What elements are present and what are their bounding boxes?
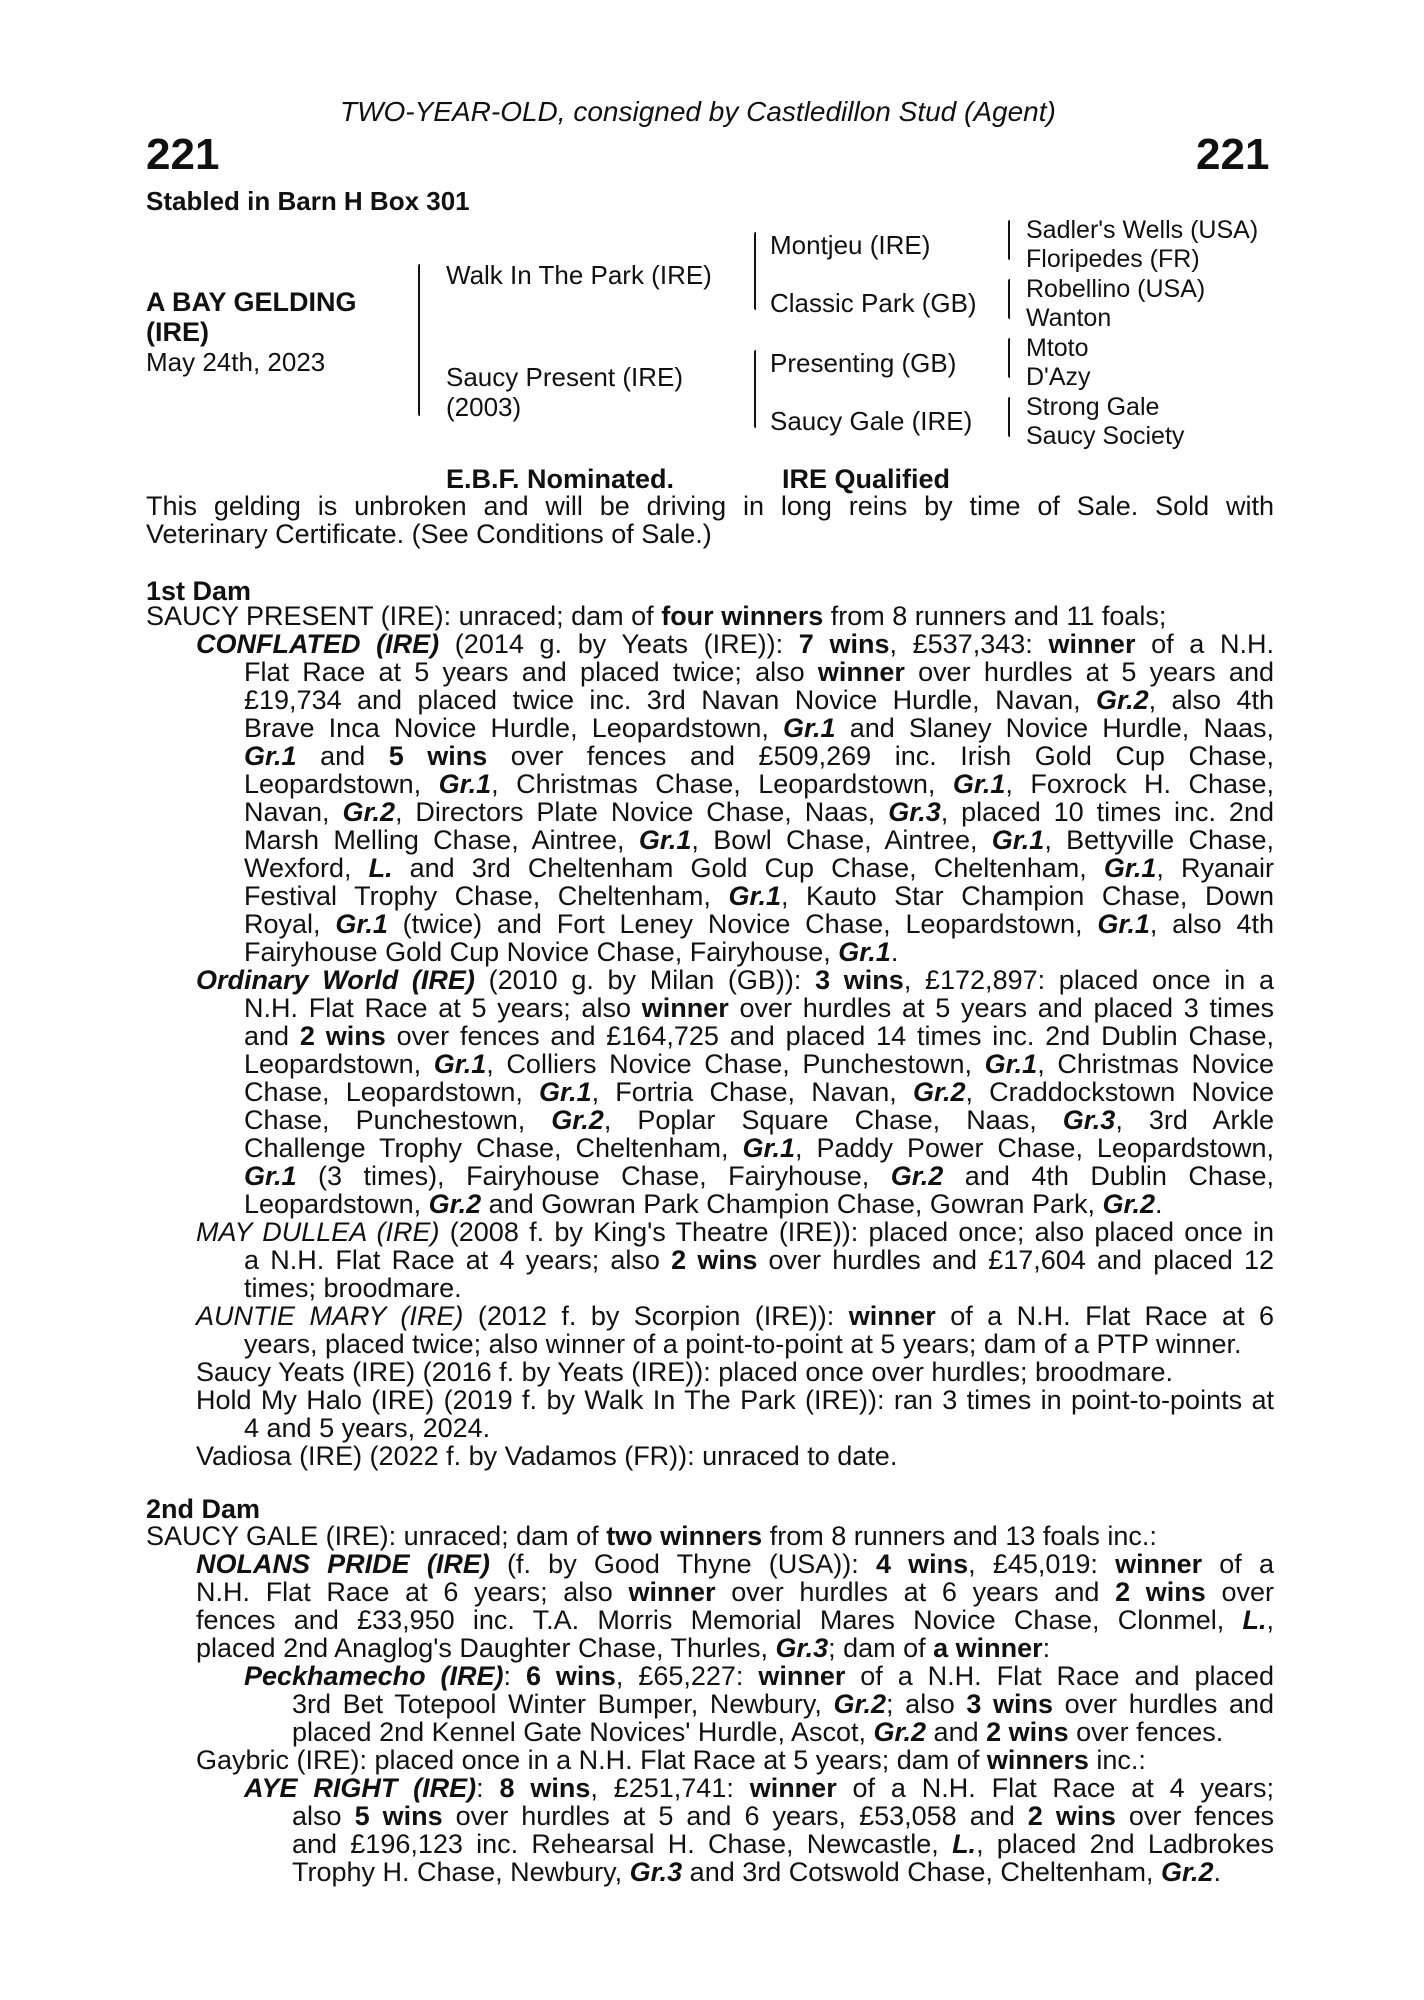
consignment-line: TWO-YEAR-OLD, consigned by Castledillon Stud (Agent)	[340, 96, 1056, 127]
gaybric-entry: Gaybric (IRE): placed once in a N.H. Flat Race at 5 years; dam of winners inc.:	[196, 1745, 1146, 1775]
pedigree-g4: Wanton	[1026, 304, 1112, 332]
pedigree-sire-dam: Classic Park (GB)	[770, 288, 977, 318]
auntie-mary-entry: AUNTIE MARY (IRE) (2012 f. by Scorpion (IRE)): winner of a N.H. Flat Race at 6 years, placed twice; also winner of a point-to-point at 5 years; dam of a PTP winner.	[196, 1301, 1274, 1359]
pedigree-g6: D'Azy	[1026, 363, 1091, 391]
lot-number-left: 221	[146, 130, 220, 179]
ebf-nominated: E.B.F. Nominated.	[446, 464, 675, 494]
aye-right-entry: AYE RIGHT (IRE): 8 wins, £251,741: winner of a N.H. Flat Race at 4 years; also 5 wins over hurdles at 5 and 6 years, £53,058 and 2 wins over fences and £196,123 inc. Rehearsal H. Chase, Newcastle, L., placed 2nd Ladbrokes Trophy H. Chase, Newbury, Gr.3 and 3rd Cotswold Chase, Cheltenham, Gr.2.	[244, 1773, 1275, 1887]
horse-title-line1: A BAY GELDING	[146, 287, 357, 317]
pedigree-brace-sire	[754, 232, 756, 310]
pedigree-dam: Saucy Present (IRE)	[446, 362, 683, 392]
minor-offspring: Saucy Yeats (IRE) (2016 f. by Yeats (IRE)): placed once over hurdles; broodmare. Hold My Halo (IRE) (2019 f. by Walk In The Park (IRE)): ran 3 times in point-to-points at 4 and 5 years, 2024. Vadiosa (IRE) (2022 f. by Vadamos (FR)): unraced to date.	[196, 1357, 1274, 1471]
pedigree-g8: Saucy Society	[1026, 422, 1185, 450]
pedigree-g3: Robellino (USA)	[1026, 275, 1206, 303]
pedigree-g7: Strong Gale	[1026, 393, 1160, 421]
peckhamecho-entry: Peckhamecho (IRE): 6 wins, £65,227: winner of a N.H. Flat Race and placed 3rd Bet Totepool Winter Bumper, Newbury, Gr.2; also 3 wins over hurdles and placed 2nd Kennel Gate Novices' Hurdle, Ascot, Gr.2 and 2 wins over fences.	[244, 1661, 1275, 1747]
foaling-date: May 24th, 2023	[146, 347, 326, 377]
second-dam-intro: SAUCY GALE (IRE): unraced; dam of two winners from 8 runners and 13 foals inc.:	[146, 1521, 1157, 1551]
second-dam-heading: 2nd Dam	[146, 1494, 261, 1524]
pedigree-sire: Walk In The Park (IRE)	[446, 260, 712, 290]
may-dullea-entry: MAY DULLEA (IRE) (2008 f. by King's Theatre (IRE)): placed once; also placed once in a N.H. Flat Race at 4 years; also 2 wins over hurdles and £17,604 and placed 12 times; broodmare.	[196, 1217, 1275, 1303]
pedigree-g2: Floripedes (FR)	[1026, 245, 1200, 273]
pedigree-g1: Sadler's Wells (USA)	[1026, 216, 1259, 244]
pedigree-brace-g3	[1008, 338, 1010, 378]
pedigree-brace-g1	[1008, 220, 1010, 260]
sale-conditions	[146, 492, 1274, 548]
first-dam-intro: SAUCY PRESENT (IRE): unraced; dam of four winners from 8 runners and 11 foals;	[146, 601, 1167, 631]
ordinary-world-entry: Ordinary World (IRE) (2010 g. by Milan (GB)): 3 wins, £172,897: placed once in a N.H. Flat Race at 5 years; also winner over hurdles at 5 years and placed 3 times and 2 wins over fences and £164,725 and placed 14 times inc. 2nd Dublin Chase, Leopardstown, Gr.1, Colliers Novice Chase, Punchestown, Gr.1, Christmas Novice Chase, Leopardstown, Gr.1, Fortria Chase, Navan, Gr.2, Craddockstown Novice Chase, Punchestown, Gr.2, Poplar Square Chase, Naas, Gr.3, 3rd Arkle Challenge Trophy Chase, Cheltenham, Gr.1, Paddy Power Chase, Leopardstown, Gr.1 (3 times), Fairyhouse Chase, Fairyhouse, Gr.2 and 4th Dublin Chase, Leopardstown, Gr.2 and Gowran Park Champion Chase, Gowran Park, Gr.2.	[196, 965, 1275, 1219]
pedigree-dam-sire: Presenting (GB)	[770, 348, 957, 378]
ire-qualified: IRE Qualified	[782, 464, 951, 494]
pedigree-brace-main	[418, 264, 420, 416]
pedigree-g5: Mtoto	[1026, 334, 1089, 362]
pedigree-dam-dam: Saucy Gale (IRE)	[770, 406, 973, 436]
intro-line2: Veterinary Certificate. (See Conditions of Sale.)	[146, 519, 712, 549]
pedigree-brace-g2	[1008, 279, 1010, 319]
pedigree-brace-g4	[1008, 397, 1010, 437]
lot-number-right: 221	[1196, 130, 1270, 179]
pedigree-brace-dam	[754, 350, 756, 428]
conflated-entry: CONFLATED (IRE) (2014 g. by Yeats (IRE)): 7 wins, £537,343: winner of a N.H. Flat Race at 5 years and placed twice; also winner over hurdles at 5 years and £19,734 and placed twice inc. 3rd Navan Novice Hurdle, Navan, Gr.2, also 4th Brave Inca Novice Hurdle, Leopardstown, Gr.1 and Slaney Novice Hurdle, Naas, Gr.1 and 5 wins over fences and £509,269 inc. Irish Gold Cup Chase, Leopardstown, Gr.1, Christmas Chase, Leopardstown, Gr.1, Foxrock H. Chase, Navan, Gr.2, Directors Plate Novice Chase, Naas, Gr.3, placed 10 times inc. 2nd Marsh Melling Chase, Aintree, Gr.1, Bowl Chase, Aintree, Gr.1, Bettyville Chase, Wexford, L. and 3rd Cheltenham Gold Cup Chase, Cheltenham, Gr.1, Ryanair Festival Trophy Chase, Cheltenham, Gr.1, Kauto Star Champion Chase, Down Royal, Gr.1 (twice) and Fort Leney Novice Chase, Leopardstown, Gr.1, also 4th Fairyhouse Gold Cup Novice Chase, Fairyhouse, Gr.1.	[196, 629, 1275, 967]
first-dam-heading: 1st Dam	[146, 576, 252, 606]
pedigree-sire-sire: Montjeu (IRE)	[770, 230, 931, 260]
horse-title-line2: (IRE)	[146, 317, 209, 347]
nolans-pride-entry: NOLANS PRIDE (IRE) (f. by Good Thyne (USA)): 4 wins, £45,019: winner of a N.H. Flat Race at 6 years; also winner over hurdles at 6 years and 2 wins over fences and £33,950 inc. T.A. Morris Memorial Mares Novice Chase, Clonmel, L., placed 2nd Anaglog's Daughter Chase, Thurles, Gr.3; dam of a winner:	[196, 1549, 1275, 1663]
stabled-location: Stabled in Barn H Box 301	[146, 186, 470, 216]
pedigree-dam-year: (2003)	[446, 392, 522, 422]
intro-line1: This gelding is unbroken and will be driving in long reins by time of Sale. Sold with	[146, 491, 1274, 521]
